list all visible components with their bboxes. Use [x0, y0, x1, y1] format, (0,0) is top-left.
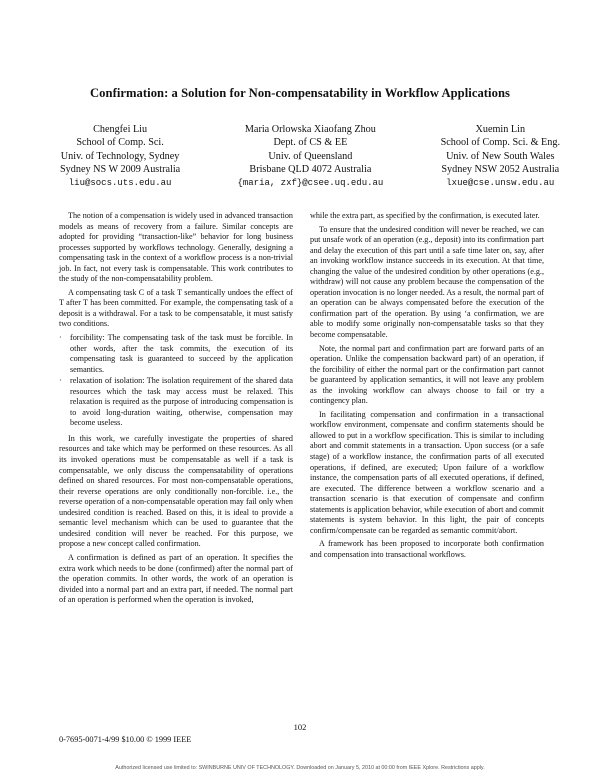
- author-affiliation: Sydney NS W 2009 Australia: [60, 164, 181, 176]
- paragraph: Note, the normal part and confirmation part are forward parts of an operation. Unlike the compensation backward part) of an operation, if the forcibility of either the normal part or the confirmation part cannot be guaranteed by application semantics, it will not leave any problem as the invoking workflow can always choose to fail or try a contingency plan.: [310, 343, 544, 406]
- paragraph: A framework has been proposed to incorporate both confirmation and compensation into transactional workflows.: [310, 539, 544, 559]
- paragraph: The notion of a compensation is widely used in advanced transaction models as means of recovery from a failure. Similar concepts are adopted for providing “transaction-like” behavior for long business processes supported by workflows technology. Generally, designing a compensating task in the context of a workflow process is a non-trivial job. In fact, not every task is compensatable. This work contributes to the study of the non-compensatability problem.: [59, 211, 293, 284]
- author-email: {maria, zxf}@csee.uq.edu.au: [237, 177, 384, 188]
- paragraph: In this work, we carefully investigate the properties of shared resources and take which may be performed on these resources. As all its invoked operations must be compensatable as well if a task is compensatable, we only discuss the compensatability of operations defined on shared resources. For most non-compensatable operations, their reverse operations are only conditionally non-forcible. i.e., the reverse operation of a non-compensatable operation may fail only when undesired condition is reached. Based on this, it is ideal to provide a semantic level mechanism which can be used to guarantee that the undesired condition will never be reached. For this purpose, we propose a new concept called confirmation.: [59, 433, 293, 549]
- author-affiliation: Univ. of New South Wales: [446, 150, 555, 162]
- list-item-text: relaxation of isolation: The isolation requirement of the shared data resources which the task may access must be relaxed. This relaxation is required as the purpose of introducing compensation is to avoid long-duration waiting, otherwise, compensation may become useless.: [70, 376, 293, 428]
- author-affiliation: Sydney NSW 2052 Australia: [441, 164, 560, 176]
- paper-title: Confirmation: a Solution for Non-compensatability in Workflow Applications: [90, 86, 510, 100]
- author-affiliation: School of Comp. Sci. & Eng.: [440, 137, 560, 149]
- author-affiliation: Univ. of Technology, Sydney: [60, 150, 180, 162]
- list-item-text: forcibility: The compensating task of the task must be forcible. In other words, after the task commits, the execution of its compensating task is guaranteed to succeed by the application semantics.: [70, 333, 293, 374]
- page-number: 102: [293, 722, 307, 732]
- list-item: [59, 376, 293, 429]
- author-affiliation: Univ. of Queensland: [268, 150, 353, 162]
- author-affiliation: Dept. of CS & EE: [273, 137, 348, 149]
- left-column: [59, 211, 293, 609]
- author-email: lxue@cse.unsw.edu.au: [446, 177, 555, 188]
- author-2: [237, 123, 383, 190]
- bullet-icon: ·: [59, 333, 62, 343]
- author-1: [60, 123, 180, 190]
- author-3: [441, 123, 560, 190]
- author-email: liu@socs.uts.edu.au: [68, 177, 172, 188]
- paragraph: A confirmation is defined as part of an operation. It specifies the extra work which needs to be done (confirmed) after the normal part of the operation commits. In other words, the work of an operation is divided into a normal part and an extra part, if needed. The normal part of an operation is performed when the operation is invoked,: [59, 552, 293, 605]
- condition-list: [59, 333, 293, 429]
- author-affiliation: Brisbane QLD 4072 Australia: [249, 164, 372, 176]
- license-footer: Authorized licensed use limited to: SWINBURNE UNIV OF TECHNOLOGY. Downloaded on January 5, 2010 at 00:00 from IEEE Xplore. Restrictions apply.: [115, 765, 485, 771]
- author-name: Xuemin Lin: [475, 124, 526, 135]
- paragraph: while the extra part, as specified by the confirmation, is executed later.: [310, 211, 540, 220]
- paragraph: In facilitating compensation and confirmation in a transactional workflow environment, compensate and confirm statements should be allowed to put in a workflow specification. This is similar to including abort and commit statements in a transaction. Upon success (or a safe stage) of a workflow instance, the confirmation parts of all executed operations, if defined, are executed; Upon failure of a workflow instance, the compensation parts of all executed operations, if defined, are executed. The difference between a workflow scenario and a transaction scenario is that execution of compensate and confirm statements is application behavior, while execution of abort and commit statements is system behavior. In this light, the pair of concepts confirm/compensate can be regarded as semantic commit/abort.: [310, 409, 544, 535]
- author-name: Chengfei Liu: [93, 124, 148, 135]
- list-item: [59, 333, 293, 375]
- paragraph: A compensating task C of a task T semantically undoes the effect of T after T has been committed. For example, the compensating task of a deposit is a withdrawal. For a task to be compensatable, it must satisfy two conditions.: [59, 287, 293, 329]
- paragraph: To ensure that the undesired condition will never be reached, we can put unsafe work of an operation (e.g., deposit) into its confirmation part and delay the execution of this part until a safe time later on, say, after an invoking workflow instance succeeds in its execution. At that time, changing the value of the undesired condition by other operations (e.g., withdraw) will not cause any problem because the compensation of the operation invocation is no longer needed. As a result, the normal part of an operation can be always compensated before the execution of the confirmation part of the operation. By using ‘a confirmation, we are able to modify some originally non-compensatable tasks so that they become compensatable.: [310, 224, 544, 340]
- copyright-notice: 0-7695-0071-4/99 $10.00 © 1999 IEEE: [59, 735, 192, 744]
- author-block: [60, 123, 560, 190]
- author-name: Maria Orlowska Xiaofang Zhou: [244, 124, 376, 135]
- right-column: [310, 211, 544, 564]
- bullet-icon: ·: [59, 376, 62, 386]
- author-affiliation: School of Comp. Sci.: [76, 137, 164, 149]
